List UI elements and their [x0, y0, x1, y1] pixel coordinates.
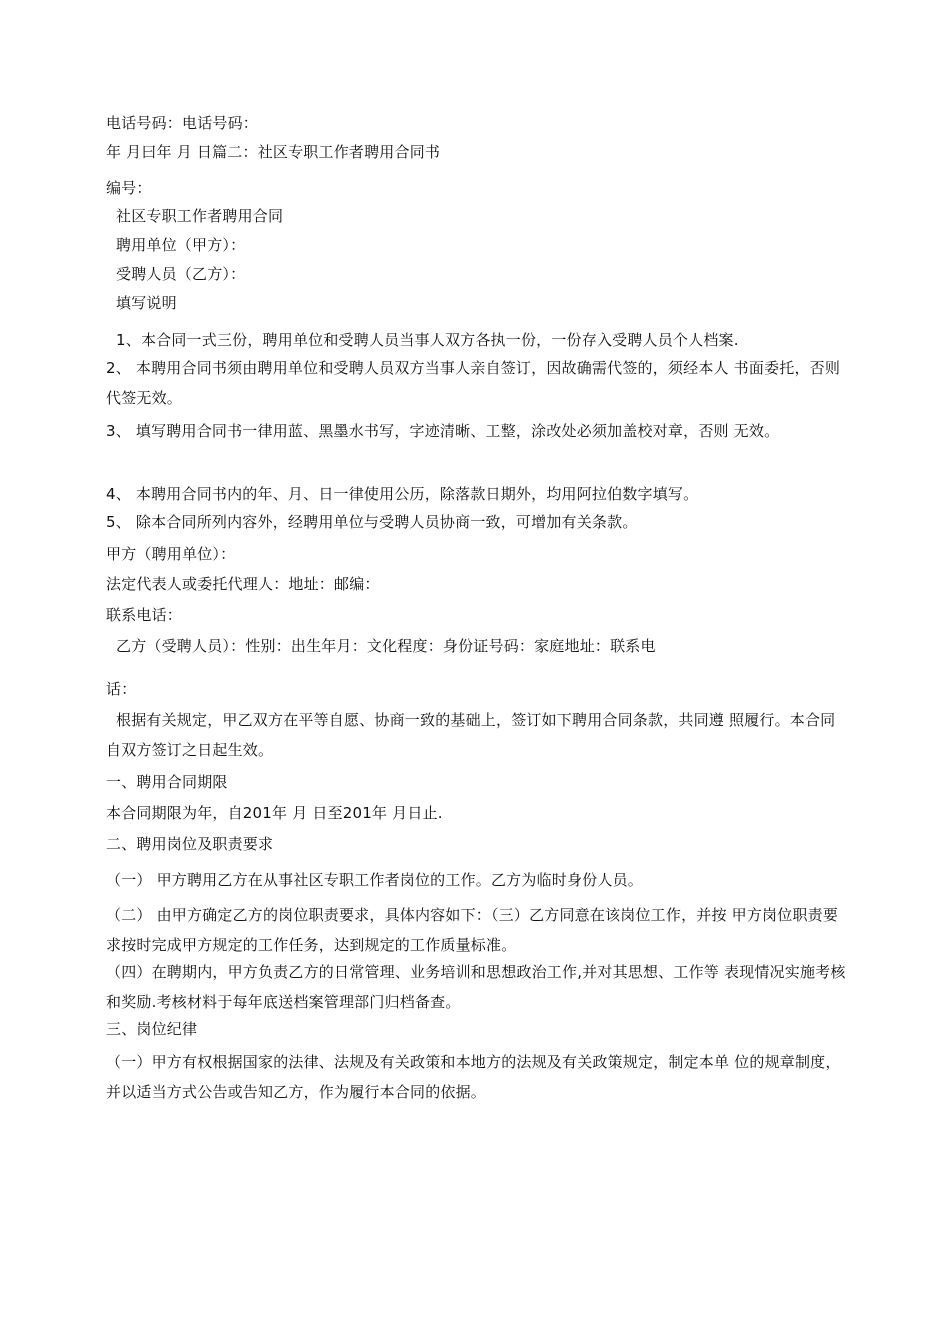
phone-line: 电话号码：电话号码： [106, 114, 259, 132]
instructions-heading: 填写说明 [116, 294, 177, 312]
section-2-item-1: （一） 甲方聘用乙方在从事社区专职工作者岗位的工作。乙方为临时身份人员。 [106, 871, 643, 889]
section-1-heading: 一、聘用合同期限 [106, 773, 228, 791]
contact-phone-label: 联系电话： [106, 606, 183, 624]
party-b-line-continued: 话： [106, 680, 137, 698]
instruction-5: 5、 除本合同所列内容外，经聘用单位与受聘人员协商一致，可增加有关条款。 [106, 513, 638, 531]
section-1-term: 本合同期限为年，自201年 月 日至201年 月日止. [106, 804, 443, 822]
instruction-4: 4、 本聘用合同书内的年、月、日一律使用公历，除落款日期外，均用阿拉伯数字填写。 [106, 485, 699, 503]
employee-label: 受聘人员（乙方）： [116, 265, 246, 283]
party-a-label: 甲方（聘用单位）： [106, 545, 236, 563]
legal-rep-line: 法定代表人或委托代理人：地址：邮编： [106, 575, 380, 593]
section-2-item-2-3: （二） 由甲方确定乙方的岗位职责要求，具体内容如下：（三）乙方同意在该岗位工作，并按 甲方岗位职责要求按时完成甲方规定的工作任务，达到规定的工作质量标准。 [106, 906, 839, 954]
instruction-2: 2、 本聘用合同书须由聘用单位和受聘人员双方当事人亲自签订，因故确需代签的，须经本人 书面委托，否则代签无效。 [106, 359, 841, 407]
section-2-item-4: （四）在聘期内，甲方负责乙方的日常管理、业务培训和思想政治工作,并对其思想、工作等 表现情况实施考核和奖励.考核材料于每年底送档案管理部门归档备查。 [106, 963, 846, 1011]
employer-label: 聘用单位（甲方）： [116, 236, 246, 254]
section-3-heading: 三、岗位纪律 [106, 1020, 198, 1038]
section-2-heading: 二、聘用岗位及职责要求 [106, 835, 274, 853]
instruction-1: 1、本合同一式三份，聘用单位和受聘人员当事人双方各执一份，一份存入受聘人员个人档案. [116, 331, 739, 349]
preamble-paragraph: 根据有关规定，甲乙双方在平等自愿、协商一致的基础上，签订如下聘用合同条款，共同遵 照履行。本合同自双方签订之日起生效。 [106, 711, 836, 759]
section-3-item-1: （一）甲方有权根据国家的法律、法规及有关政策和本地方的法规及有关政策规定，制定本单 位的规章制度，并以适当方式公告或告知乙方，作为履行本合同的依据。 [106, 1053, 841, 1101]
contract-title: 社区专职工作者聘用合同 [116, 207, 284, 225]
instruction-3: 3、 填写聘用合同书一律用蓝、黑墨水书写，字迹清晰、工整，涂改处必须加盖校对章，否则 无效。 [106, 422, 780, 440]
date-and-title-line: 年 月曰年 月 日篇二：社区专职工作者聘用合同书 [106, 143, 441, 161]
party-b-line: 乙方（受聘人员）：性别：出生年月：文化程度：身份证号码：家庭地址：联系电 [116, 637, 656, 655]
serial-number-label: 编号： [106, 179, 152, 197]
